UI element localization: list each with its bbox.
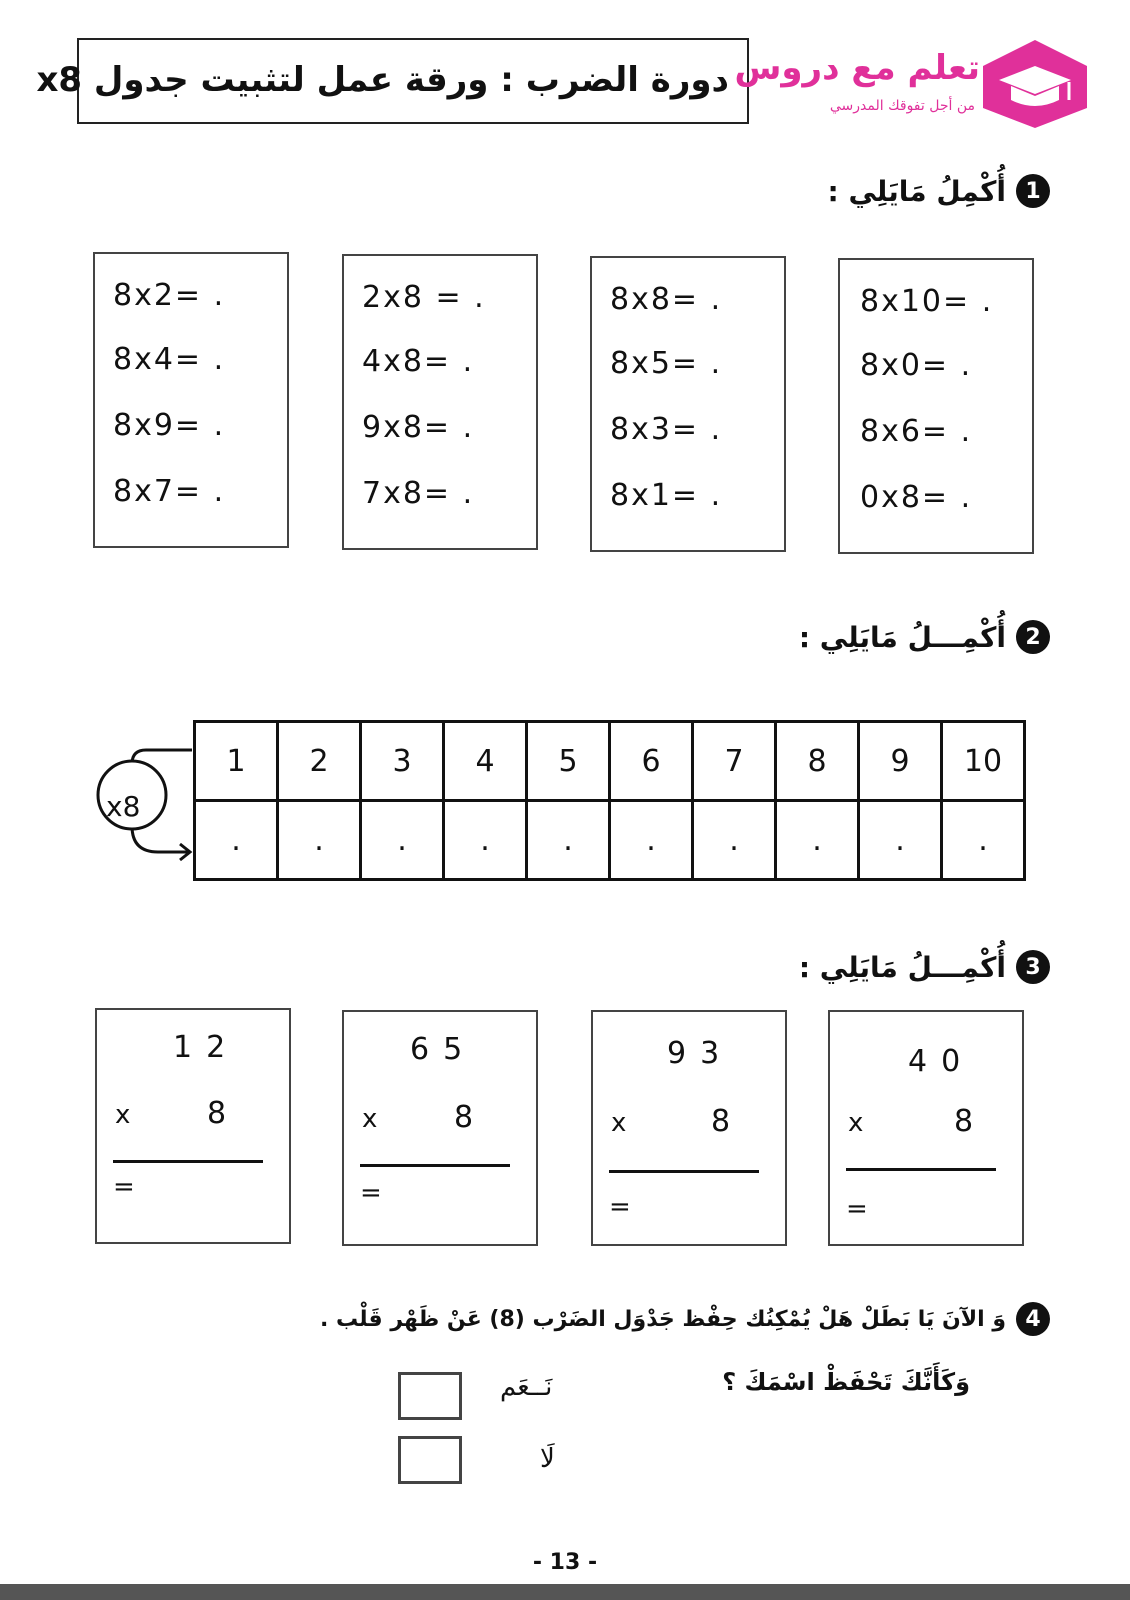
table-cell-answer[interactable]: . bbox=[444, 801, 527, 880]
equation-text: 2x8 = . bbox=[362, 280, 486, 315]
no-label: لَا bbox=[540, 1444, 555, 1474]
section3-instruction: أُكْمِـــلُ مَايَلِي : bbox=[798, 950, 1006, 984]
multiplicand: 65 bbox=[410, 1032, 477, 1067]
answer-line bbox=[609, 1170, 759, 1173]
answer-line bbox=[846, 1168, 996, 1171]
section2-heading bbox=[799, 620, 1050, 654]
table-cell-answer[interactable]: . bbox=[527, 801, 610, 880]
multiplier: 8 bbox=[711, 1104, 731, 1139]
equals-sign: = bbox=[113, 1172, 135, 1202]
table-cell-answer[interactable]: . bbox=[942, 801, 1025, 880]
times-sign: x bbox=[115, 1100, 131, 1130]
multiplication-table-row bbox=[193, 720, 1026, 881]
multiplication-problem-1 bbox=[828, 1010, 1024, 1246]
equation-text: 8x9= . bbox=[113, 408, 226, 443]
table-cell-answer[interactable]: . bbox=[776, 801, 859, 880]
section1-number-badge: 1 bbox=[1016, 174, 1050, 208]
table-cell-answer[interactable]: . bbox=[361, 801, 444, 880]
equals-sign: = bbox=[846, 1194, 868, 1224]
table-cell-answer[interactable]: . bbox=[610, 801, 693, 880]
bottom-bar bbox=[0, 1584, 1130, 1600]
equation-text: 4x8= . bbox=[362, 344, 475, 379]
times-sign: x bbox=[848, 1108, 864, 1138]
multiplier: 8 bbox=[207, 1096, 227, 1131]
equation-text: 8x0= . bbox=[860, 348, 973, 383]
table-cell-input: 8 bbox=[776, 722, 859, 801]
equation-text: 8x8= . bbox=[610, 282, 723, 317]
section4-heading bbox=[320, 1302, 1050, 1336]
multiplication-problem-2 bbox=[591, 1010, 787, 1246]
equation-box-3 bbox=[342, 254, 538, 550]
equation-text: 8x3= . bbox=[610, 412, 723, 447]
section4-text: وَ الآنَ يَا بَطَلْ هَلْ يُمْكِنُك حِفْظ جَدْوَل الضَرْب (8) عَنْ ظَهْر قَلْب . bbox=[319, 1306, 1006, 1332]
table-cell-input: 6 bbox=[610, 722, 693, 801]
equation-text: 8x2= . bbox=[113, 278, 226, 313]
multiplicand: 40 bbox=[908, 1044, 975, 1079]
logo-subtitle: من أجل تفوقك المدرسي bbox=[829, 98, 975, 114]
table-row bbox=[195, 801, 1025, 880]
page-number: - 13 - bbox=[532, 1550, 598, 1575]
equation-box-2 bbox=[590, 256, 786, 552]
equals-sign: = bbox=[609, 1192, 631, 1222]
equation-text: 8x10= . bbox=[860, 284, 994, 319]
table-cell-input: 9 bbox=[859, 722, 942, 801]
table-cell-input: 3 bbox=[361, 722, 444, 801]
equation-text: 8x5= . bbox=[610, 346, 723, 381]
section2-number-badge: 2 bbox=[1016, 620, 1050, 654]
table-cell-input: 2 bbox=[278, 722, 361, 801]
equation-text: 8x6= . bbox=[860, 414, 973, 449]
equation-box-1 bbox=[838, 258, 1034, 554]
times-sign: x bbox=[362, 1104, 378, 1134]
table-cell-answer[interactable]: . bbox=[278, 801, 361, 880]
multiplicand: 12 bbox=[173, 1030, 240, 1065]
equation-text: 0x8= . bbox=[860, 480, 973, 515]
table-cell-input: 5 bbox=[527, 722, 610, 801]
section4-number-badge: 4 bbox=[1016, 1302, 1050, 1336]
equation-text: 8x4= . bbox=[113, 342, 226, 377]
equation-text: 7x8= . bbox=[362, 476, 475, 511]
answer-line bbox=[360, 1164, 510, 1167]
section3-heading bbox=[799, 950, 1050, 984]
section3-number-badge: 3 bbox=[1016, 950, 1050, 984]
section1-instruction: أُكْمِلُ مَايَلِي : bbox=[827, 174, 1006, 208]
graduation-cap-logo-icon bbox=[975, 38, 1095, 130]
x8-operator: x8 bbox=[106, 790, 141, 823]
multiplication-problem-4 bbox=[95, 1008, 291, 1244]
yes-checkbox[interactable] bbox=[398, 1372, 462, 1420]
equation-text: 9x8= . bbox=[362, 410, 475, 445]
table-cell-input: 4 bbox=[444, 722, 527, 801]
table-row bbox=[195, 722, 1025, 801]
section2-instruction: أُكْمِـــلُ مَايَلِي : bbox=[798, 620, 1006, 654]
equals-sign: = bbox=[360, 1178, 382, 1208]
table-cell-input: 10 bbox=[942, 722, 1025, 801]
equation-text: 8x1= . bbox=[610, 478, 723, 513]
worksheet-title-box bbox=[36, 38, 749, 124]
section4-question: وَكَأَنَّكَ تَحْفَظْ اسْمَكَ ؟ bbox=[722, 1368, 970, 1396]
table-cell-input: 7 bbox=[693, 722, 776, 801]
table-cell-answer[interactable]: . bbox=[195, 801, 278, 880]
equation-box-4 bbox=[93, 252, 289, 548]
worksheet-title: دورة الضرب : ورقة عمل لتثبيت جدول x8 bbox=[36, 60, 729, 100]
table-cell-answer[interactable]: . bbox=[693, 801, 776, 880]
table-cell-input: 1 bbox=[195, 722, 278, 801]
logo-title: تعلم مع دروس bbox=[734, 48, 980, 88]
no-checkbox[interactable] bbox=[398, 1436, 462, 1484]
multiplier: 8 bbox=[454, 1100, 474, 1135]
section1-heading bbox=[828, 174, 1050, 208]
multiplicand: 93 bbox=[667, 1036, 734, 1071]
multiplier: 8 bbox=[954, 1104, 974, 1139]
yes-label: نَــعَم bbox=[500, 1372, 553, 1402]
equation-text: 8x7= . bbox=[113, 474, 226, 509]
table-cell-answer[interactable]: . bbox=[859, 801, 942, 880]
times-sign: x bbox=[611, 1108, 627, 1138]
multiplication-problem-3 bbox=[342, 1010, 538, 1246]
x8-operator-arrow-icon bbox=[88, 740, 198, 870]
answer-line bbox=[113, 1160, 263, 1163]
